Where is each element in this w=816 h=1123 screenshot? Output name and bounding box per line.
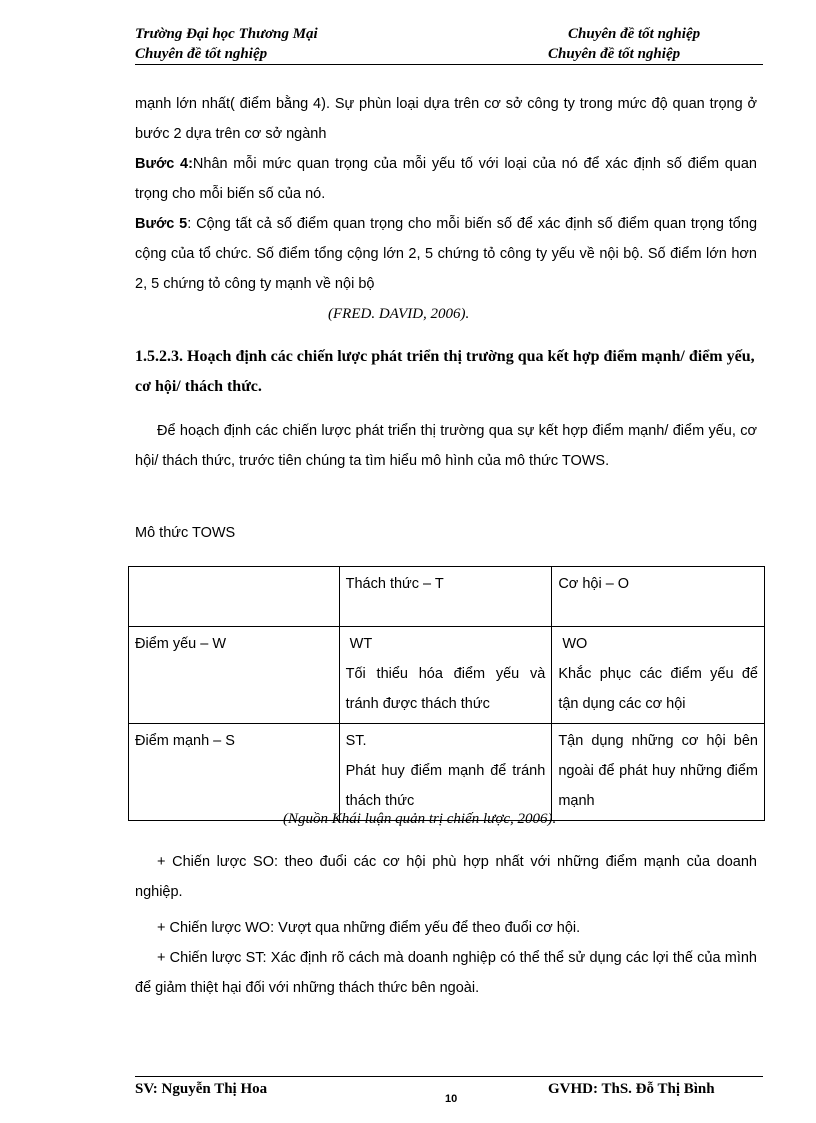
intro-paragraph: Để hoạch định các chiến lược phát triển thị trường qua sự kết hợp điểm mạnh/ điểm yếu, cơ hội/ thách thức, trước tiên chúng ta tìm hiểu mô hình của mô thức TOWS. [135, 423, 757, 469]
cell-st-code: ST. [345, 733, 367, 749]
row-label-strengths: Điểm mạnh – S [129, 724, 340, 821]
cell-wo [552, 627, 765, 724]
footer-student: SV: Nguyễn Thị Hoa [135, 1081, 268, 1097]
table-header-row [129, 567, 765, 627]
cell-wo-text: Khắc phục các điểm yếu để tận dụng các cơ hội [558, 666, 758, 712]
header-school: Trường Đại học Thương Mại [135, 26, 318, 42]
strategy-st: + Chiến lược ST: Xác định rõ cách mà doanh nghiệp có thể thể sử dụng các lợi thế của mình để giảm thiệt hại đối với những thách thức bên ngoài. [135, 950, 757, 996]
strategy-so: + Chiến lược SO: theo đuổi các cơ hội phù hợp nhất với những điểm mạnh của doanh nghiệp. [135, 854, 757, 900]
table-row-weaknesses [129, 627, 765, 724]
cell-wt-code: WT [349, 636, 373, 652]
citation-fred-david: (FRED. DAVID, 2006). [328, 306, 470, 322]
body-top [135, 89, 757, 329]
header-right-subtitle: Chuyên đề tốt nghiệp [548, 46, 681, 62]
table-caption: Mô thức TOWS [135, 525, 236, 541]
header-left-subtitle: Chuyên đề tốt nghiệp [135, 46, 268, 62]
intro-block [135, 416, 757, 476]
header-rule [135, 64, 763, 65]
section-heading: 1.5.2.3. Hoạch định các chiến lược phát triển thị trường qua kết hợp điểm mạnh/ điểm yếu, cơ hội/ thách thức. [135, 348, 755, 395]
footer-advisor: GVHD: ThS. Đỗ Thị Bình [548, 1081, 715, 1097]
tows-table [128, 566, 765, 821]
step-5-text: : Cộng tất cả số điểm quan trọng cho mỗi biến số để xác định số điểm quan trọng tổng cộng của tổ chức. Số điểm tổng cộng lớn 2, 5 chứng tỏ công ty yếu về nội bộ. Số điểm lớn hơn 2, 5 chứng tỏ công ty mạnh về nội bộ [135, 216, 758, 292]
row-label-weaknesses: Điểm yếu – W [129, 627, 340, 724]
cell-st-text: Phát huy điểm mạnh để tránh thách thức [345, 763, 546, 809]
cell-so [552, 724, 765, 821]
table-corner-cell [129, 567, 340, 627]
cell-wo-code: WO [562, 636, 588, 652]
step-4-label: Bước 4: [135, 156, 193, 172]
step-4-text: Nhân mỗi mức quan trọng của mỗi yếu tố với loại của nó để xác định số điểm quan trọng cho mỗi biến số của nó. [135, 156, 757, 202]
table-header-threats: Thách thức – T [339, 567, 552, 627]
cell-wt [339, 627, 552, 724]
table-header-opportunities: Cơ hội – O [552, 567, 765, 627]
paragraph-continuation: mạnh lớn nhất( điểm bằng 4). Sự phùn loại dựa trên cơ sở công ty trong mức độ quan trọng ở bước 2 dựa trên cơ sở ngành [135, 96, 757, 142]
table-caption-block [135, 518, 757, 548]
step-4-paragraph [135, 149, 757, 209]
step-5-label: Bước 5 [135, 216, 188, 232]
table-source-citation: (Nguồn Khái luận quản trị chiến lược, 2006). [283, 811, 557, 827]
strategy-wo: + Chiến lược WO: Vượt qua những điểm yếu để theo đuổi cơ hội. [157, 920, 581, 936]
header-right-title: Chuyên đề tốt nghiệp [568, 26, 701, 42]
strategies-block [135, 847, 757, 1003]
step-5-paragraph [135, 209, 757, 299]
cell-wt-text: Tối thiểu hóa điểm yếu và tránh được thách thức [345, 666, 546, 712]
footer-rule [135, 1076, 763, 1077]
page-number: 10 [445, 1093, 458, 1105]
cell-so-text: Tận dụng những cơ hội bên ngoài để phát huy những điểm mạnh [558, 733, 758, 809]
